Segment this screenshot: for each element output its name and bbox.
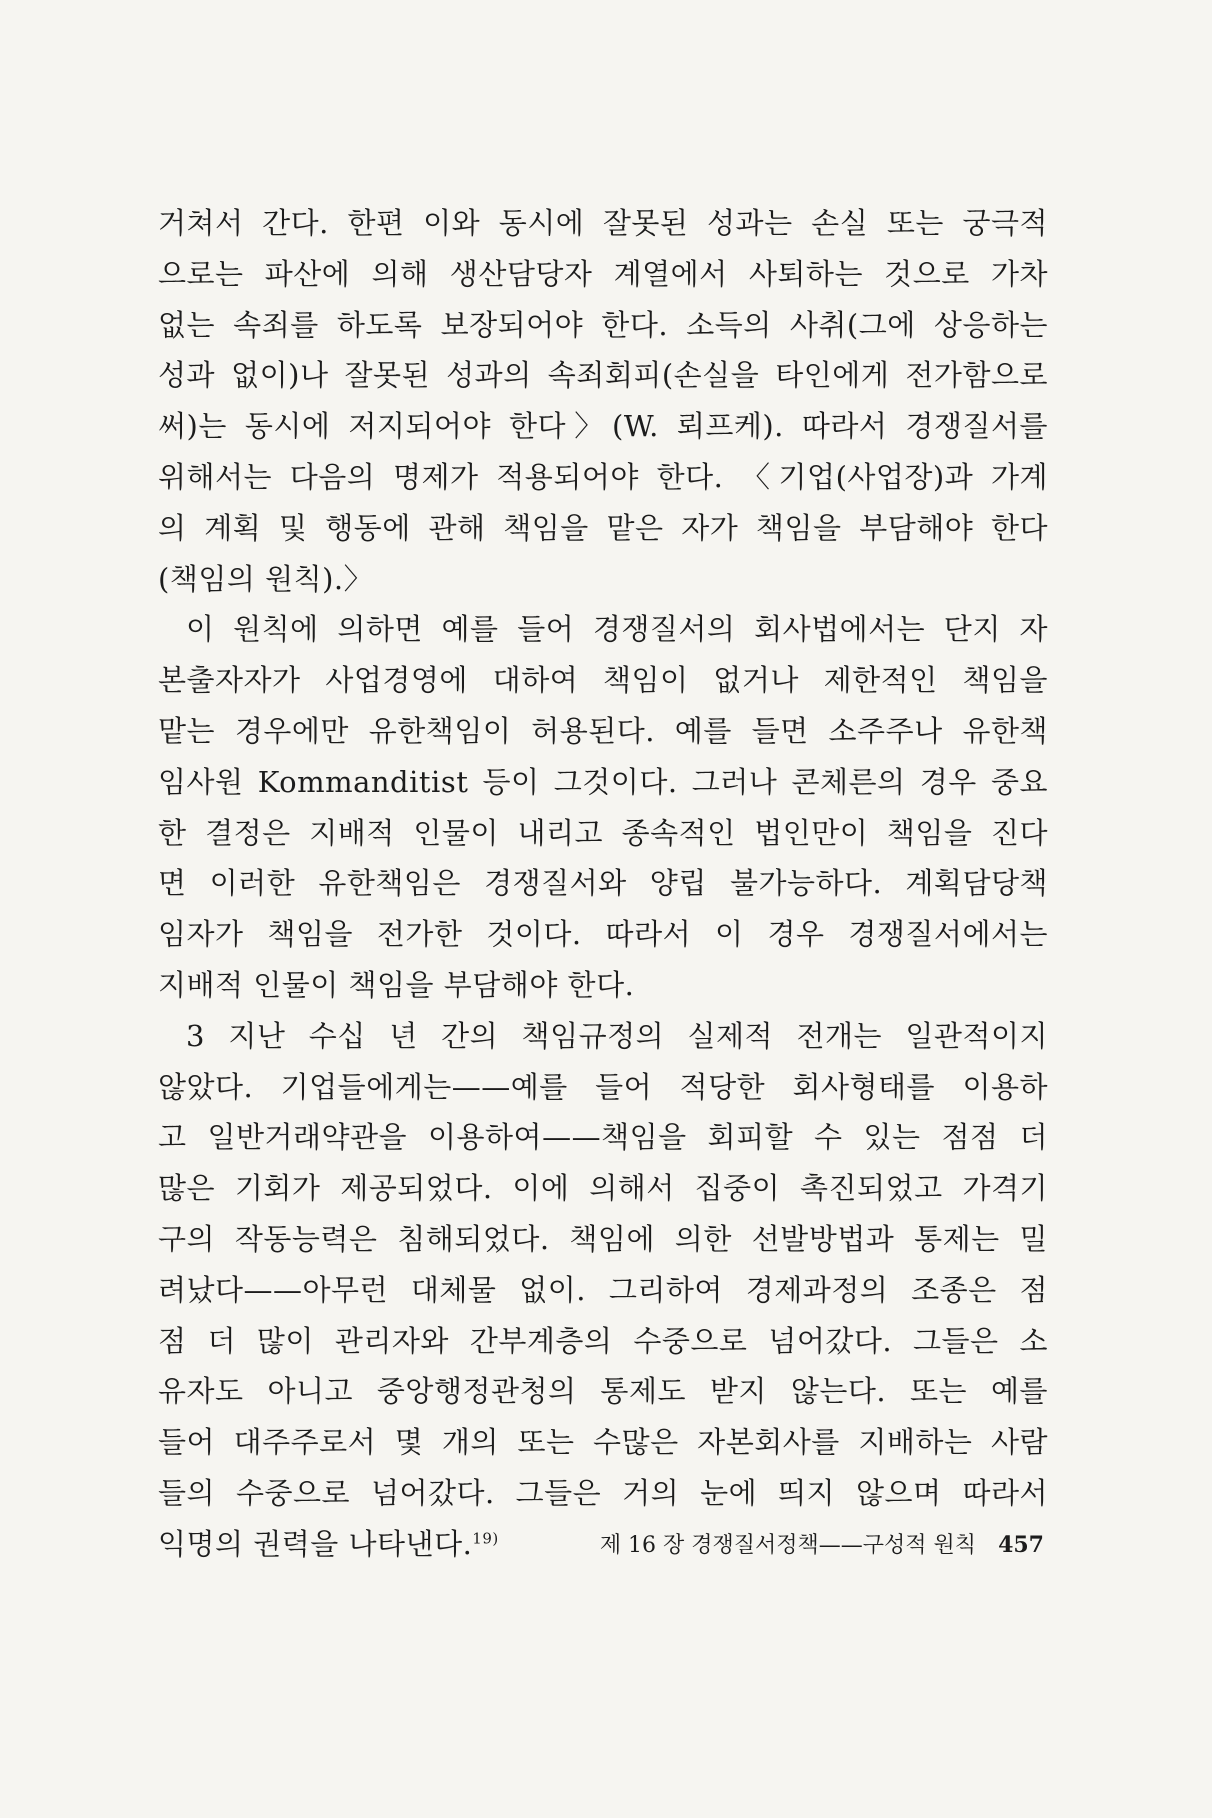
page-number: 457 [998,1532,1044,1558]
footnote-marker: 19) [472,1529,499,1548]
text-line: 구의 작동능력은 침해되었다. 책임에 의한 선발방법과 통제는 밀 [158,1221,1048,1256]
text-line: 3 지난 수십 년 간의 책임규정의 실제적 전개는 일관적이지 [186,1018,1048,1053]
text-line: 많은 기회가 제공되었다. 이에 의해서 집중이 촉진되었고 가격기 [158,1171,1048,1206]
text-line-final: 익명의 권력을 나타낸다. [158,1526,473,1561]
text-line: 않았다. 기업들에게는——예를 들어 적당한 회사형태를 이용하 [158,1069,1048,1104]
text-line: 성과 없이)나 잘못된 성과의 속죄회피(손실을 타인에게 전가함으로 [158,358,1048,393]
text-line: 지배적 인물이 책임을 부담해야 한다. [158,967,635,1002]
text-line: 려났다——아무런 대체물 없이. 그리하여 경제과정의 조종은 점 [158,1272,1048,1307]
text-line: (책임의 원칙).〉 [158,561,374,596]
text-line: 유자도 아니고 중앙행정관청의 통제도 받지 않는다. 또는 예를 [158,1374,1048,1409]
text-line: 고 일반거래약관을 이용하여——책임을 회피할 수 있는 점점 더 [158,1120,1048,1155]
text-line: 본출자자가 사업경영에 대하여 책임이 없거나 제한적인 책임을 [158,663,1048,698]
text-line: 이 원칙에 의하면 예를 들어 경쟁질서의 회사법에서는 단지 자 [186,612,1048,647]
text-line: 없는 속죄를 하도록 보장되어야 한다. 소득의 사취(그에 상응하는 [158,307,1048,342]
text-line: 한 결정은 지배적 인물이 내리고 종속적인 법인만이 책임을 진다 [158,815,1048,850]
running-head: 제 16 장 경쟁질서정책——구성적 원칙 [599,1533,977,1558]
text-line: 면 이러한 유한책임은 경쟁질서와 양립 불가능하다. 계획담당책 [158,866,1048,901]
text-line: 점 더 많이 관리자와 간부계층의 수중으로 넘어갔다. 그들은 소 [158,1323,1048,1358]
text-line: 임사원 Kommanditist 등이 그것이다. 그러나 콘체른의 경우 중요 [158,764,1048,799]
text-line: 거쳐서 간다. 한편 이와 동시에 잘못된 성과는 손실 또는 궁극적 [158,206,1048,240]
text-line: 위해서는 다음의 명제가 적용되어야 한다. 〈기업(사업장)과 가계 [158,459,1048,494]
text-line: 써)는 동시에 저지되어야 한다〉(W. 뢰프케). 따라서 경쟁질서를 [158,409,1048,444]
text-line: 들의 수중으로 넘어갔다. 그들은 거의 눈에 띄지 않으며 따라서 [158,1475,1048,1510]
text-line: 의 계획 및 행동에 관해 책임을 맡은 자가 책임을 부담해야 한다 [158,510,1048,545]
text-line: 으로는 파산에 의해 생산담당자 계열에서 사퇴하는 것으로 가차 [158,256,1048,291]
text-line: 들어 대주주로서 몇 개의 또는 수많은 자본회사를 지배하는 사람 [158,1425,1048,1460]
body-text [158,198,1048,1570]
text-line: 임자가 책임을 전가한 것이다. 따라서 이 경우 경쟁질서에서는 [158,917,1048,952]
page-footer [600,1528,1044,1559]
text-line: 맡는 경우에만 유한책임이 허용된다. 예를 들면 소주주나 유한책 [158,713,1048,748]
